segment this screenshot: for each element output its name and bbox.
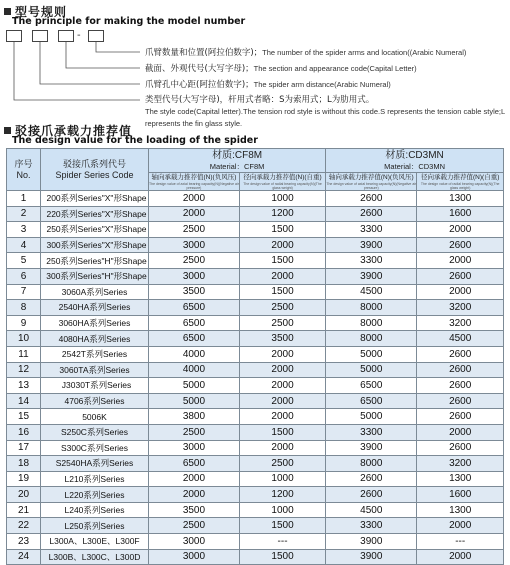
cell-cf8m-radial: 1500 [239, 549, 325, 565]
table-row [7, 331, 504, 347]
cell-cd3mn-radial: 2000 [417, 253, 504, 269]
cell-series: 4706系列Series [41, 393, 149, 409]
cell-cf8m-axial: 4000 [149, 346, 240, 362]
cell-series: 3060TA系列Series [41, 362, 149, 378]
cell-cd3mn-axial: 8000 [326, 315, 417, 331]
cell-cd3mn-axial: 5000 [326, 409, 417, 425]
table-row [7, 440, 504, 456]
table-row [7, 206, 504, 222]
cell-cd3mn-axial: 4500 [326, 502, 417, 518]
table-row [7, 346, 504, 362]
cell-cd3mn-axial: 4500 [326, 284, 417, 300]
cell-no: 16 [7, 424, 41, 440]
cell-cd3mn-axial: 3900 [326, 440, 417, 456]
table-row [7, 378, 504, 394]
header-axial-cd3mn: 轴向承载力推荐值(N)(负风压) The design value of axial bearing capacity(N)(Negative air pressure) [326, 173, 417, 190]
cell-cf8m-radial: --- [239, 534, 325, 550]
cell-cd3mn-axial: 2600 [326, 206, 417, 222]
cell-cd3mn-axial: 8000 [326, 456, 417, 472]
cell-series: 4080HA系列Series [41, 331, 149, 347]
table-row [7, 315, 504, 331]
cell-cd3mn-radial: 2000 [417, 518, 504, 534]
table-row [7, 518, 504, 534]
header-series: 驳接爪系列代号 Spider Series Code [41, 149, 149, 191]
cell-cf8m-radial: 2500 [239, 300, 325, 316]
model-number-diagram [0, 0, 510, 130]
cell-no: 6 [7, 268, 41, 284]
cell-series: L250系列Series [41, 518, 149, 534]
cell-cf8m-axial: 3000 [149, 268, 240, 284]
cell-cf8m-radial: 1500 [239, 284, 325, 300]
table-row [7, 362, 504, 378]
cell-cd3mn-axial: 2600 [326, 471, 417, 487]
cell-cf8m-axial: 6500 [149, 456, 240, 472]
cell-series: L300A、L300E、L300F [41, 534, 149, 550]
cell-cd3mn-radial: 2600 [417, 268, 504, 284]
cell-no: 23 [7, 534, 41, 550]
cell-no: 14 [7, 393, 41, 409]
cell-cd3mn-radial: 3200 [417, 300, 504, 316]
cell-cd3mn-radial: --- [417, 534, 504, 550]
cell-no: 18 [7, 456, 41, 472]
cell-cf8m-radial: 1500 [239, 222, 325, 238]
cell-cd3mn-radial: 2000 [417, 549, 504, 565]
table-row [7, 534, 504, 550]
cell-cd3mn-radial: 1600 [417, 206, 504, 222]
header-axial-cf8m: 轴向承载力推荐值(N)(负风压) The design value of axial bearing capacity(N)(Negative air pressure) [149, 173, 239, 190]
cell-cf8m-radial: 2500 [239, 315, 325, 331]
cell-no: 3 [7, 222, 41, 238]
cell-series: 300系列Series"H"形Shape [41, 268, 149, 284]
cell-cd3mn-axial: 3900 [326, 268, 417, 284]
cell-series: 250系列Series"X"形Shape [41, 222, 149, 238]
cell-cd3mn-axial: 5000 [326, 346, 417, 362]
cell-cf8m-axial: 2000 [149, 206, 240, 222]
cell-cd3mn-radial: 2000 [417, 222, 504, 238]
cell-cf8m-radial: 1500 [239, 518, 325, 534]
cell-series: 5006K [41, 409, 149, 425]
cell-cd3mn-axial: 6500 [326, 393, 417, 409]
cell-cf8m-axial: 6500 [149, 331, 240, 347]
table-row [7, 191, 504, 207]
rule-1: 爪臂数量和位置(阿拉伯数字)；The number of the spider arms and location((Arabic Numeral) [145, 48, 467, 58]
cell-cd3mn-axial: 3900 [326, 549, 417, 565]
cell-cd3mn-axial: 2600 [326, 487, 417, 503]
cell-cd3mn-radial: 2600 [417, 378, 504, 394]
cell-cd3mn-axial: 6500 [326, 378, 417, 394]
table-row [7, 300, 504, 316]
table-row [7, 409, 504, 425]
cell-no: 2 [7, 206, 41, 222]
cell-no: 17 [7, 440, 41, 456]
cell-cf8m-axial: 3000 [149, 440, 240, 456]
spider-load-table [6, 148, 504, 565]
table-row [7, 471, 504, 487]
cell-cd3mn-axial: 3900 [326, 237, 417, 253]
header-no: 序号 No. [7, 149, 41, 191]
cell-cd3mn-radial: 2600 [417, 346, 504, 362]
cell-cf8m-radial: 3500 [239, 331, 325, 347]
cell-series: L300B、L300C、L300D [41, 549, 149, 565]
cell-cf8m-axial: 2000 [149, 471, 240, 487]
cell-cf8m-axial: 2500 [149, 253, 240, 269]
cell-cd3mn-axial: 8000 [326, 331, 417, 347]
table-row [7, 456, 504, 472]
cell-cf8m-radial: 2000 [239, 237, 325, 253]
cell-cf8m-axial: 3800 [149, 409, 240, 425]
cell-series: L210系列Series [41, 471, 149, 487]
cell-cf8m-axial: 2500 [149, 424, 240, 440]
cell-cf8m-radial: 2500 [239, 456, 325, 472]
cell-series: 250系列Series"H"形Shape [41, 253, 149, 269]
cell-cd3mn-radial: 2600 [417, 393, 504, 409]
cell-cd3mn-axial: 3300 [326, 424, 417, 440]
header-material-cf8m: 材质:CF8M Material：CF8M [149, 149, 326, 173]
cell-cf8m-axial: 3000 [149, 237, 240, 253]
cell-cf8m-radial: 2000 [239, 268, 325, 284]
cell-cf8m-axial: 3500 [149, 502, 240, 518]
table-row [7, 502, 504, 518]
cell-series: 300系列Series"X"形Shape [41, 237, 149, 253]
cell-cf8m-radial: 1500 [239, 253, 325, 269]
rule-4: 类型代号(大写字母)，杆用式者略：S为索用式；L为肋用式。 The style code(Capital letter).The tension rod style is without this code.S represents the tension cable style;L represents the fin glass style. [145, 95, 505, 128]
cell-cf8m-radial: 2000 [239, 440, 325, 456]
cell-cf8m-radial: 2000 [239, 346, 325, 362]
cell-cf8m-axial: 3000 [149, 534, 240, 550]
rule-2: 截面、外观代号(大写字母)；The section and appearance code(Capital Letter) [145, 64, 417, 74]
cell-series: L220系列Series [41, 487, 149, 503]
cell-cf8m-radial: 1200 [239, 487, 325, 503]
cell-cf8m-axial: 5000 [149, 393, 240, 409]
table-row [7, 284, 504, 300]
cell-cf8m-radial: 1200 [239, 206, 325, 222]
cell-cf8m-radial: 2000 [239, 393, 325, 409]
cell-no: 15 [7, 409, 41, 425]
cell-series: J3030T系列Series [41, 378, 149, 394]
cell-cf8m-radial: 2000 [239, 378, 325, 394]
cell-series: 2540HA系列Series [41, 300, 149, 316]
table-row [7, 424, 504, 440]
cell-cd3mn-axial: 3300 [326, 518, 417, 534]
header-radial-cd3mn: 径向承载力推荐值(N)(自重) The design value of radial bearing capacity(N)(The glass weight) [417, 173, 504, 191]
cell-cd3mn-radial: 2600 [417, 409, 504, 425]
cell-series: 3060HA系列Series [41, 315, 149, 331]
cell-series: S250C系列Series [41, 424, 149, 440]
cell-series: 3060A系列Series [41, 284, 149, 300]
cell-cf8m-axial: 6500 [149, 300, 240, 316]
cell-cd3mn-axial: 3900 [326, 534, 417, 550]
cell-cd3mn-radial: 2600 [417, 440, 504, 456]
cell-cd3mn-radial: 1300 [417, 191, 504, 207]
cell-cf8m-radial: 2000 [239, 409, 325, 425]
table-row [7, 393, 504, 409]
table-row [7, 237, 504, 253]
cell-cd3mn-axial: 3300 [326, 222, 417, 238]
cell-cf8m-axial: 3500 [149, 284, 240, 300]
cell-no: 5 [7, 253, 41, 269]
cell-series: L240系列Series [41, 502, 149, 518]
table-body [7, 191, 504, 565]
bullet-icon [4, 127, 11, 134]
cell-no: 4 [7, 237, 41, 253]
cell-cf8m-radial: 1000 [239, 502, 325, 518]
table-row [7, 222, 504, 238]
table-row [7, 549, 504, 565]
cell-cf8m-radial: 1000 [239, 471, 325, 487]
cell-no: 20 [7, 487, 41, 503]
rule-3: 爪臂孔中心距(阿拉伯数字)；The spider arm distance(Arabic Numeral) [145, 80, 391, 90]
cell-no: 7 [7, 284, 41, 300]
cell-series: S2540HA系列Series [41, 456, 149, 472]
cell-cf8m-axial: 5000 [149, 378, 240, 394]
header-radial-cf8m: 径向承载力推荐值(N)(自重) The design value of radial bearing capacity(N)(The glass weight) [239, 173, 325, 191]
cell-no: 22 [7, 518, 41, 534]
table-row [7, 253, 504, 269]
cell-cd3mn-axial: 3300 [326, 253, 417, 269]
cell-cf8m-radial: 2000 [239, 362, 325, 378]
cell-cd3mn-radial: 3200 [417, 456, 504, 472]
cell-no: 19 [7, 471, 41, 487]
cell-no: 9 [7, 315, 41, 331]
cell-cf8m-axial: 2500 [149, 518, 240, 534]
design-title-en: The design value for the loading of the spider [12, 135, 258, 146]
cell-series: 200系列Series"X"形Shape [41, 191, 149, 207]
cell-no: 10 [7, 331, 41, 347]
cell-series: 2542T系列Series [41, 346, 149, 362]
table-row [7, 268, 504, 284]
cell-cd3mn-radial: 2000 [417, 424, 504, 440]
cell-cd3mn-radial: 1300 [417, 502, 504, 518]
code-dash: - [77, 30, 81, 41]
cell-cd3mn-radial: 2600 [417, 237, 504, 253]
cell-cf8m-radial: 1000 [239, 191, 325, 207]
design-title-cn: 驳接爪承载力推荐值 [15, 124, 133, 138]
cell-cf8m-axial: 2500 [149, 222, 240, 238]
cell-no: 24 [7, 549, 41, 565]
cell-no: 1 [7, 191, 41, 207]
cell-no: 21 [7, 502, 41, 518]
cell-cf8m-axial: 3000 [149, 549, 240, 565]
cell-cf8m-axial: 2000 [149, 487, 240, 503]
cell-no: 8 [7, 300, 41, 316]
cell-cd3mn-axial: 8000 [326, 300, 417, 316]
principle-title-cn: 型号规则 [15, 5, 68, 19]
header-material-cd3mn: 材质:CD3MN Material：CD3MN [326, 149, 504, 173]
cell-cd3mn-radial: 1300 [417, 471, 504, 487]
cell-no: 13 [7, 378, 41, 394]
cell-cd3mn-radial: 1600 [417, 487, 504, 503]
cell-cd3mn-radial: 2000 [417, 284, 504, 300]
cell-series: S300C系列Series [41, 440, 149, 456]
table-row [7, 487, 504, 503]
cell-no: 12 [7, 362, 41, 378]
cell-cd3mn-radial: 3200 [417, 315, 504, 331]
cell-series: 220系列Series"X"形Shape [41, 206, 149, 222]
cell-cd3mn-radial: 4500 [417, 331, 504, 347]
principle-title-en: The principle for making the model number [12, 16, 246, 27]
cell-cf8m-axial: 4000 [149, 362, 240, 378]
cell-cf8m-radial: 1500 [239, 424, 325, 440]
cell-no: 11 [7, 346, 41, 362]
cell-cd3mn-axial: 2600 [326, 191, 417, 207]
cell-cd3mn-axial: 5000 [326, 362, 417, 378]
cell-cf8m-axial: 6500 [149, 315, 240, 331]
cell-cf8m-axial: 2000 [149, 191, 240, 207]
cell-cd3mn-radial: 2600 [417, 362, 504, 378]
